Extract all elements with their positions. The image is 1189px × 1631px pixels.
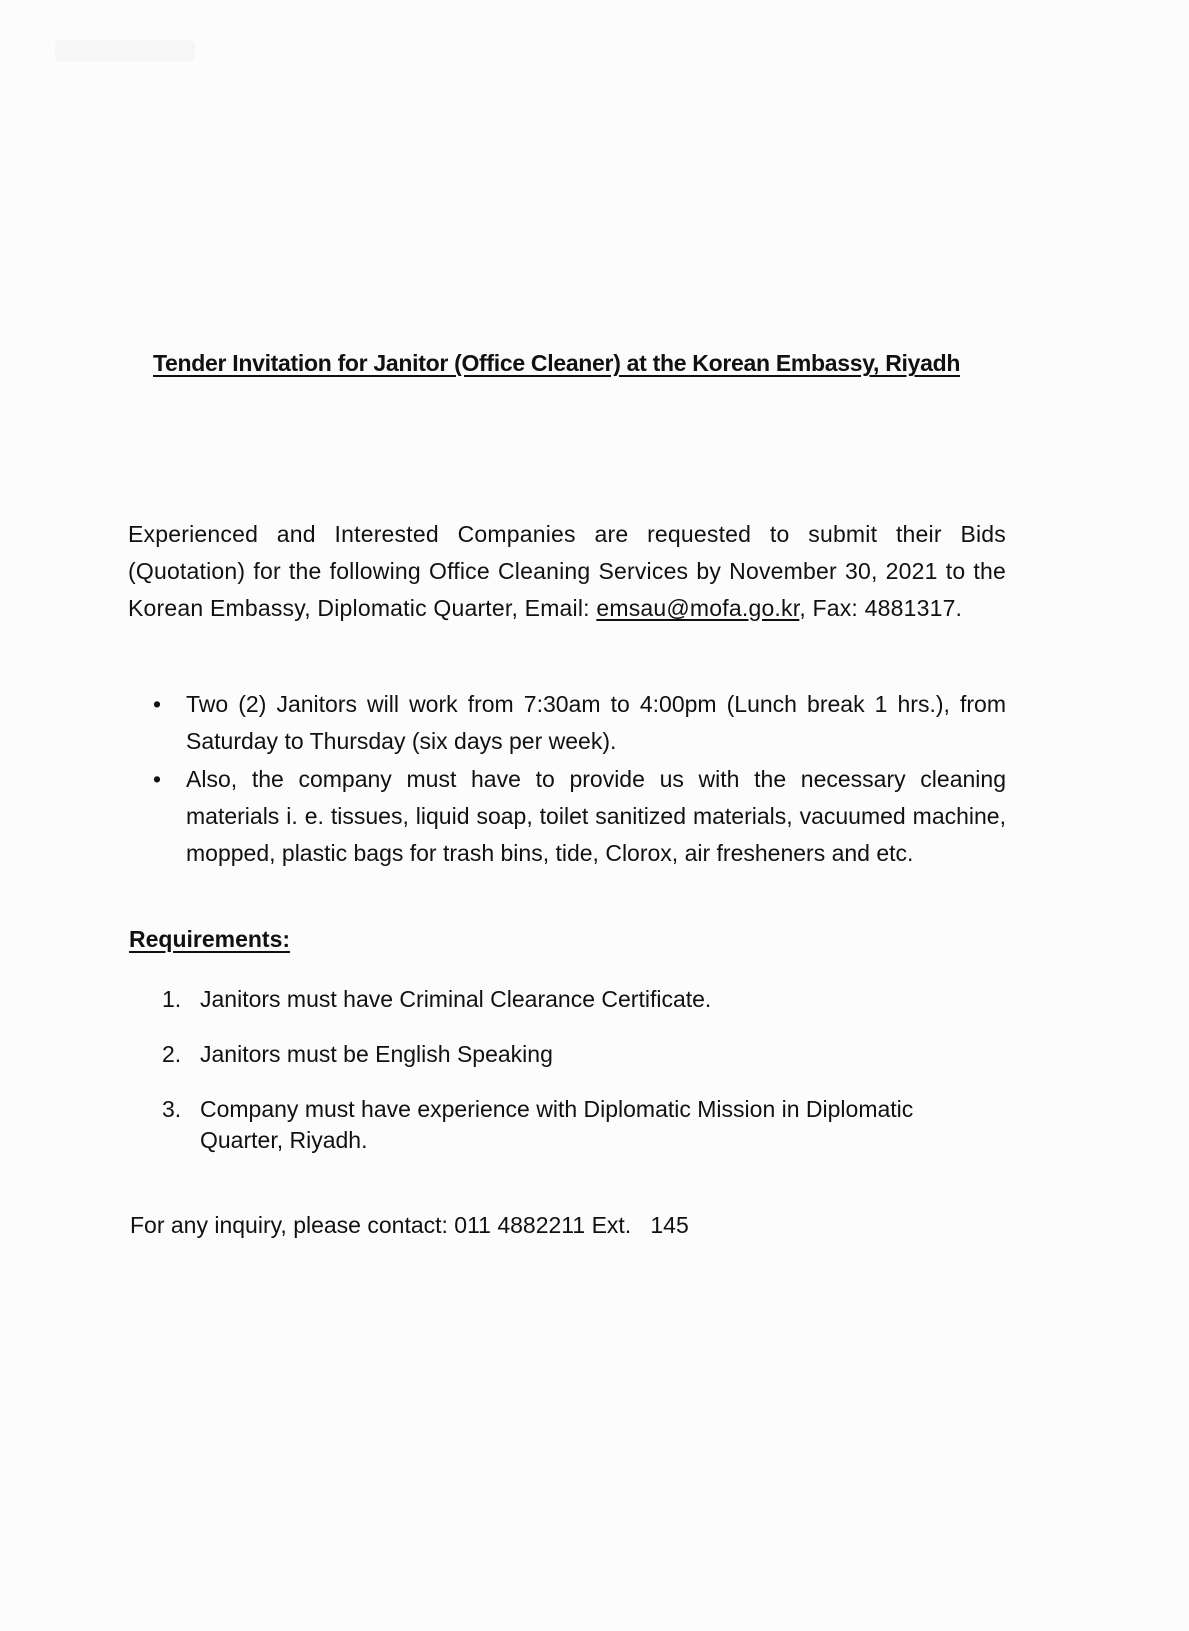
intro-text-fax: , Fax: 4881317.: [799, 595, 963, 621]
intro-paragraph: [128, 516, 1006, 627]
scan-artifact: [55, 40, 195, 62]
requirement-number: 1.: [162, 986, 182, 1012]
contact-line: For any inquiry, please contact: 011 4882211 Ext. 145: [130, 1212, 689, 1238]
requirement-number: 2.: [162, 1041, 182, 1067]
bullet-marker: •: [152, 691, 162, 717]
bullet-item: [152, 761, 1006, 872]
requirement-text: Janitors must have Criminal Clearance Certificate.: [200, 986, 712, 1012]
requirement-text: Company must have experience with Diplomatic Mission in Diplomatic Quarter, Riyadh.: [200, 1096, 914, 1153]
requirements-heading: Requirements:: [129, 926, 291, 952]
requirement-item: [162, 1039, 962, 1070]
email-link[interactable]: emsau@mofa.go.kr: [596, 595, 800, 621]
requirement-text: Janitors must be English Speaking: [200, 1041, 553, 1067]
requirement-item: [162, 984, 962, 1015]
requirements-list: [162, 984, 962, 1180]
service-bullet-list: [152, 686, 1006, 873]
bullet-text: Two (2) Janitors will work from 7:30am to 4:00pm (Lunch break 1 hrs.), from Saturday to Thursday (six days per week).: [186, 691, 1006, 754]
bullet-item: [152, 686, 1006, 760]
bullet-text: Also, the company must have to provide us with the necessary cleaning materials i. e. tissues, liquid soap, toilet sanitized materials, vacuumed machine, mopped, plastic bags for trash bins, tide, Clorox, air fresheners and etc.: [186, 766, 1006, 866]
intro-text: Experienced and Interested Companies are requested to submit their Bids (Quotation) for the following Office Cleaning Services by November 30, 2021 to the Korean Embassy, Diplomatic Quarter, Email:: [128, 521, 1006, 621]
requirement-number: 3.: [162, 1096, 182, 1122]
bullet-marker: •: [152, 766, 162, 792]
requirement-item: [162, 1094, 962, 1156]
document-title: Tender Invitation for Janitor (Office Cleaner) at the Korean Embassy, Riyadh: [153, 350, 961, 376]
